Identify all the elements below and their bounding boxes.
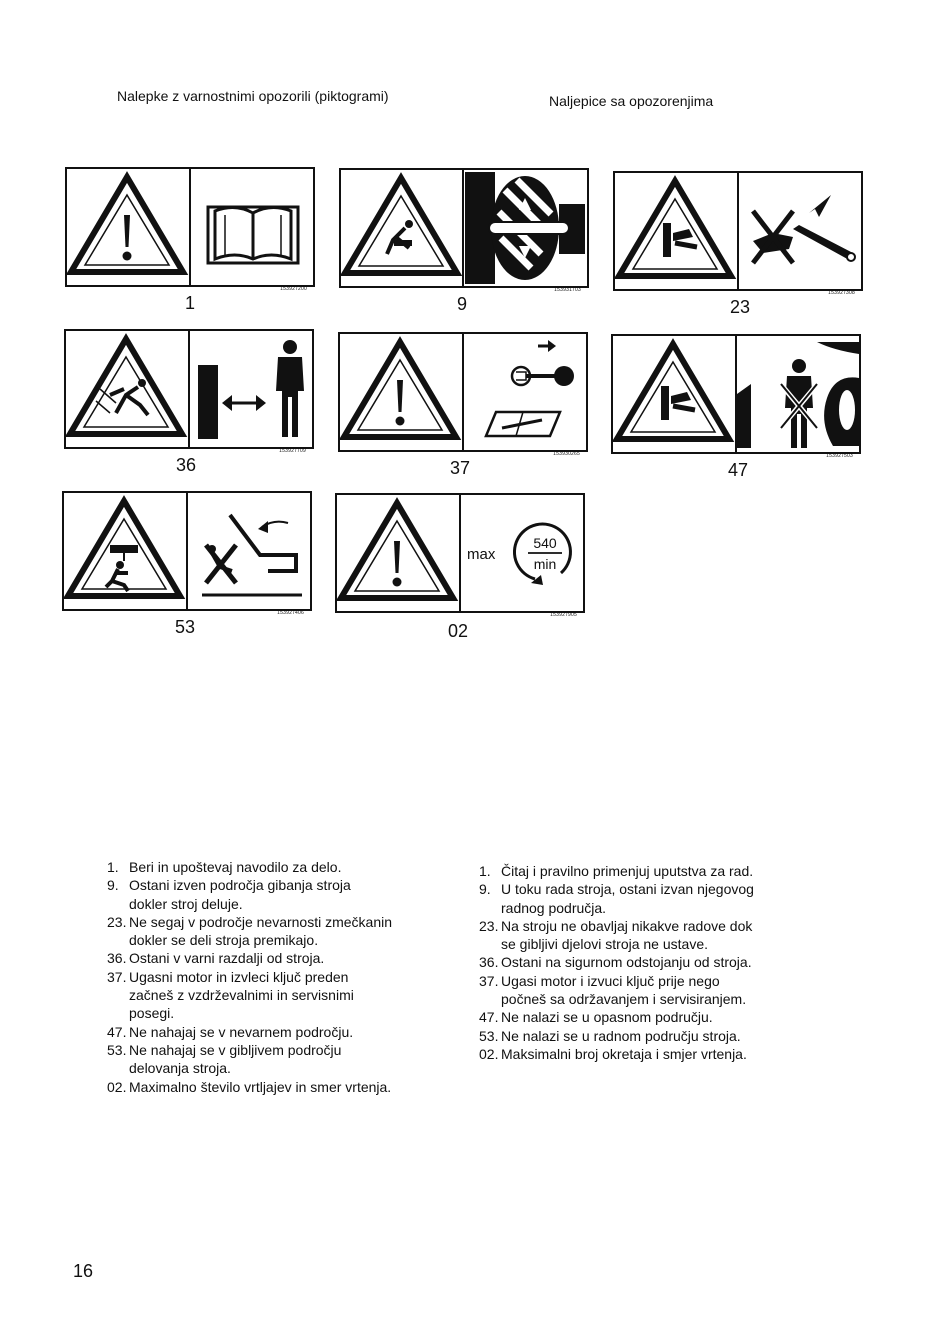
decal-code: 153930265 (553, 451, 580, 457)
list-item (107, 968, 432, 1023)
list-item (479, 972, 799, 1009)
decal-36 (64, 329, 314, 475)
item-text: Ostani izven področja gibanja stroja (129, 877, 351, 894)
decal-code: 153927406 (277, 610, 304, 616)
decal-number: 37 (450, 458, 471, 478)
list-item (107, 1078, 432, 1096)
remove-key-icon (338, 332, 588, 452)
list-item (107, 1023, 432, 1041)
list-item (107, 876, 432, 913)
item-text: Ne nahajaj se v nevarnem področju. (129, 1023, 354, 1040)
item-text: Na stroju ne obavljaj nikakve radove dok (501, 917, 753, 934)
decal-number: 47 (728, 460, 749, 480)
header-slovenian: Nalepke z varnostnimi opozorili (piktogrami) (117, 88, 389, 104)
list-item (479, 862, 799, 880)
item-text: Ne segaj v področje nevarnosti zmečkanin (129, 913, 393, 930)
decal-37 (338, 332, 588, 478)
decal-number: 36 (176, 455, 197, 475)
list-item (107, 1041, 432, 1078)
decal-number: 53 (175, 617, 196, 637)
list-item (479, 880, 799, 917)
item-text: začneš z vzdrževalnimi in servisnimi (129, 987, 354, 1004)
item-number: 47. (107, 1023, 127, 1040)
instructions-slovenian (107, 858, 432, 1096)
rotating-parts-icon (339, 168, 589, 288)
decal-number: 1 (185, 293, 196, 313)
list-item (479, 1008, 799, 1026)
item-number: 1. (479, 863, 491, 879)
decal-9 (339, 168, 589, 314)
rpm-value: 540 (533, 535, 557, 551)
item-text: Čitaj i pravilno primenjuj uputstva za rad. (501, 863, 754, 879)
read-manual-icon (65, 167, 315, 287)
item-text: Beri in upoštevaj navodilo za delo. (129, 859, 342, 875)
max-rpm-icon (335, 493, 585, 613)
page-number: 16 (73, 1261, 94, 1281)
item-text: radnog područja. (501, 899, 607, 916)
item-text: Ne nalazi se u opasnom području. (501, 1009, 713, 1026)
item-text: dokler stroj deluje. (129, 895, 243, 912)
list-item (479, 953, 799, 971)
decal-code: 153927709 (279, 448, 306, 454)
item-number: 9. (479, 881, 491, 898)
decal-code: 153931703 (554, 287, 581, 293)
decal-47 (611, 334, 861, 480)
item-text: Ne nahajaj se v gibljivem področju (129, 1041, 342, 1058)
item-text: Ne nalazi se u radnom području stroja. (501, 1027, 741, 1044)
danger-zone-icon (611, 334, 861, 454)
list-item (479, 1027, 799, 1045)
item-text: Ugasi motor i izvuci ključ prije nego (501, 972, 720, 989)
item-number: 53. (479, 1027, 499, 1044)
decal-code: 153927200 (280, 286, 307, 292)
item-text: počneš sa održavanjem i servisiranjem. (501, 991, 747, 1008)
item-number: 36. (479, 954, 499, 971)
item-text: Maksimalni broj okretaja i smjer vrtenja. (501, 1045, 747, 1062)
decal-53 (62, 491, 312, 637)
item-number: 23. (107, 913, 127, 930)
list-item (107, 858, 432, 876)
decal-number: 02 (448, 621, 469, 641)
item-text: delovanja stroja. (129, 1060, 231, 1077)
rpm-unit: min (533, 556, 557, 572)
item-number: 36. (107, 950, 127, 967)
item-text: Ostani na sigurnom odstojanju od stroja. (501, 954, 752, 971)
decal-02 (335, 493, 585, 641)
safe-distance-icon (64, 329, 314, 449)
decal-1 (65, 167, 315, 313)
list-item (479, 917, 799, 954)
item-text: Ugasni motor in izvleci ključ preden (129, 968, 349, 985)
list-item (107, 913, 432, 950)
item-number: 37. (107, 968, 127, 985)
decal-number: 9 (457, 294, 468, 314)
item-text: Ostani v varni razdalji od stroja. (129, 950, 325, 967)
instructions-croatian (479, 862, 799, 1063)
decal-number: 23 (730, 297, 751, 317)
item-text: se gibljivi djelovi stroja ne ustave. (501, 936, 708, 953)
list-item (479, 1045, 799, 1063)
item-number: 53. (107, 1041, 127, 1058)
max-label: max (467, 546, 496, 563)
decal-code: 153927905 (550, 612, 577, 618)
decal-23 (613, 171, 863, 317)
list-item (107, 949, 432, 967)
moving-parts-icon (62, 491, 312, 611)
item-number: 1. (107, 859, 119, 875)
item-number: 9. (107, 877, 119, 894)
item-text: Maximalno število vrtljajev in smer vrtenja. (129, 1078, 392, 1095)
item-number: 23. (479, 917, 499, 934)
item-number: 37. (479, 972, 499, 989)
decal-code: 153927308 (828, 290, 855, 296)
item-number: 02. (479, 1045, 499, 1062)
crushing-hand-icon (613, 171, 863, 291)
item-number: 02. (107, 1078, 127, 1095)
item-number: 47. (479, 1009, 499, 1026)
header-croatian: Naljepice sa opozorenjima (549, 93, 714, 109)
item-text: posegi. (129, 1005, 175, 1022)
item-text: U toku rada stroja, ostani izvan njegovog (501, 881, 754, 898)
item-text: dokler se deli stroja premikajo. (129, 932, 319, 949)
decal-code: 153927503 (826, 453, 853, 459)
